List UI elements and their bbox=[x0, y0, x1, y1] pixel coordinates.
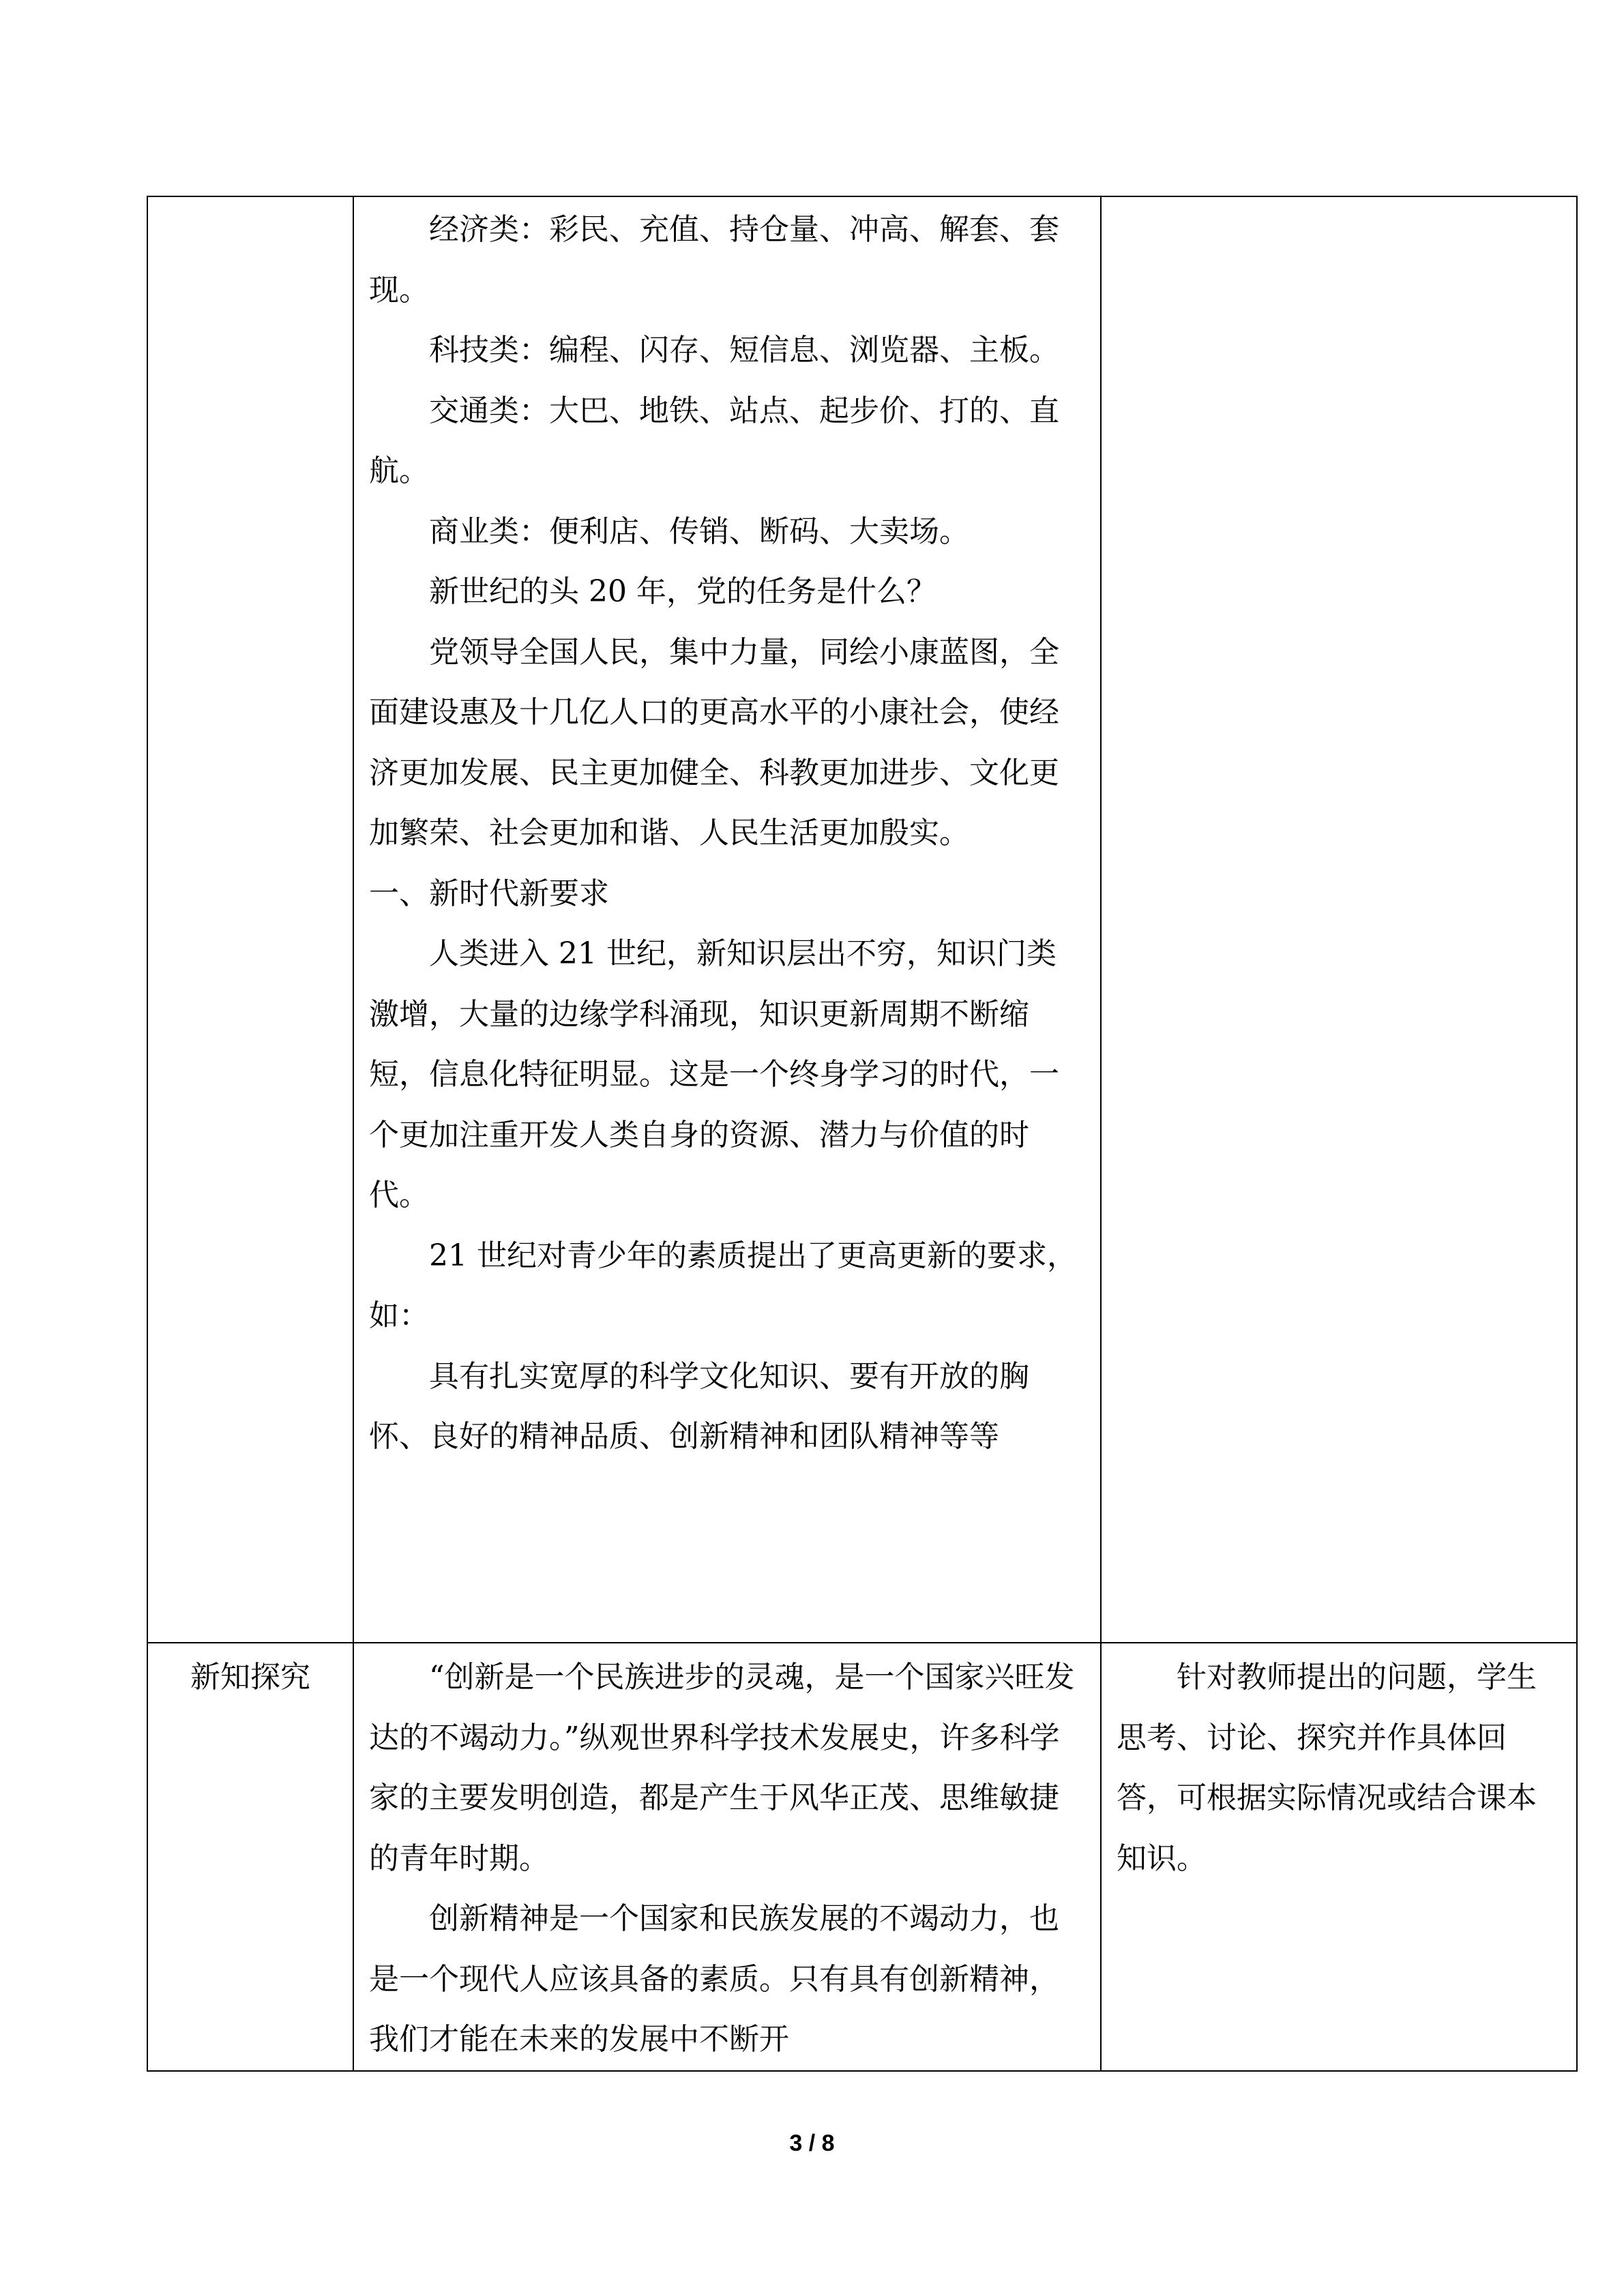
paragraph: 交通类：大巴、地铁、站点、起步价、打的、直航。 bbox=[369, 393, 1059, 488]
teaching-content-cell bbox=[353, 1643, 1101, 2071]
lesson-plan-table bbox=[147, 196, 1578, 2072]
page-number: 3 / 8 bbox=[789, 2130, 835, 2156]
table-row bbox=[147, 196, 1577, 1643]
table-row bbox=[147, 1643, 1577, 2071]
paragraph: 创新精神是一个国家和民族发展的不竭动力，也是一个现代人应该具备的素质。只有具有创新精神，我们才能在未来的发展中不断开 bbox=[369, 1901, 1059, 2057]
stage-cell bbox=[147, 196, 353, 1643]
student-activity-cell bbox=[1101, 196, 1577, 1643]
paragraph: 党领导全国人民，集中力量，同绘小康蓝图，全面建设惠及十几亿人口的更高水平的小康社会，使经济更加发展、民主更加健全、科教更加进步、文化更加繁荣、社会更加和谐、人民生活更加殷实。 bbox=[369, 634, 1059, 850]
paragraph: 经济类：彩民、充值、持仓量、冲高、解套、套现。 bbox=[369, 212, 1059, 308]
paragraph: 21 世纪对青少年的素质提出了更高更新的要求，如： bbox=[369, 1238, 1077, 1333]
paragraph: 一、新时代新要求 bbox=[369, 876, 609, 911]
paragraph: 具有扎实宽厚的科学文化知识、要有开放的胸怀、良好的精神品质、创新精神和团队精神等等 bbox=[369, 1358, 1029, 1454]
paragraph: 针对教师提出的问题，学生思考、讨论、探究并作具体回答，可根据实际情况或结合课本知识。 bbox=[1117, 1660, 1537, 1876]
paragraph: 商业类：便利店、传销、断码、大卖场。 bbox=[429, 513, 969, 549]
paragraph: 科技类：编程、闪存、短信息、浏览器、主板。 bbox=[429, 333, 1059, 368]
stage-cell bbox=[147, 1643, 353, 2071]
paragraph: 人类进入 21 世纪，新知识层出不穷，知识门类激增，大量的边缘学科涌现，知识更新周期不断缩短，信息化特征明显。这是一个终身学习的时代，一个更加注重开发人类自身的资源、潜力与价值的时代。 bbox=[369, 936, 1059, 1212]
paragraph: 新世纪的头 20 年，党的任务是什么？ bbox=[429, 574, 936, 609]
stage-label: 新知探究 bbox=[190, 1660, 310, 1695]
teaching-content-cell bbox=[353, 196, 1101, 1643]
paragraph: “创新是一个民族进步的灵魂，是一个国家兴旺发达的不竭动力。”纵观世界科学技术发展史，许多科学家的主要发明创造，都是产生于风华正茂、思维敏捷的青年时期。 bbox=[369, 1660, 1075, 1876]
student-activity-cell bbox=[1101, 1643, 1577, 2071]
